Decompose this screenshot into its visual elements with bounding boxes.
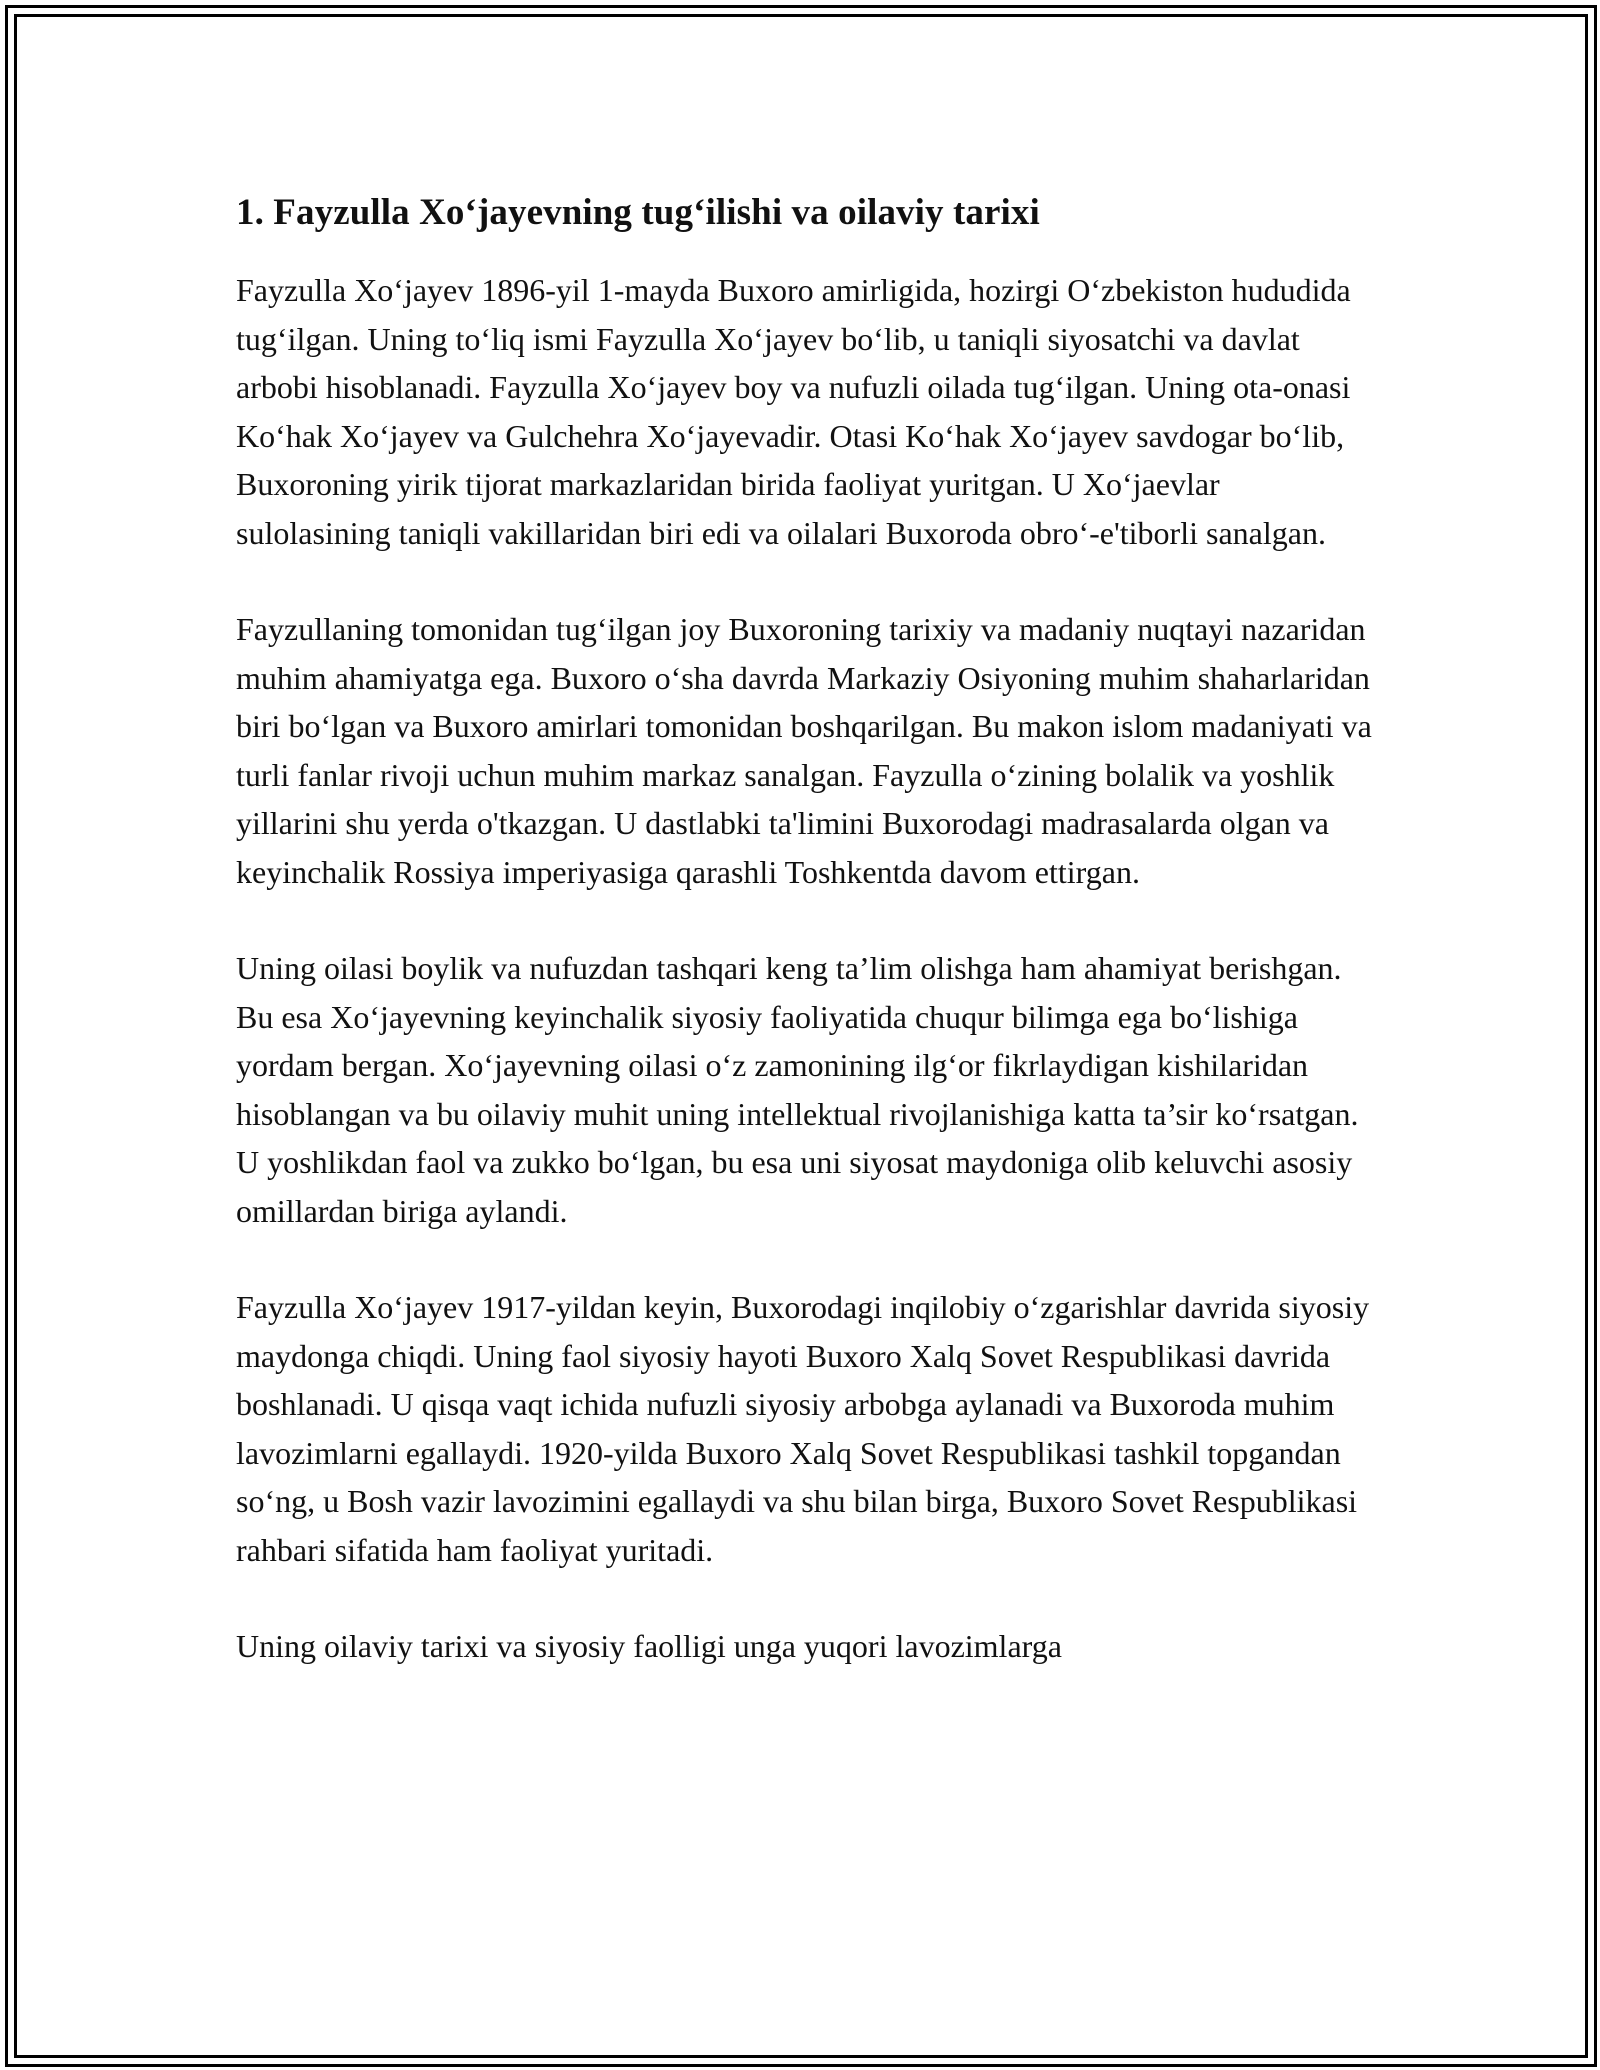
paragraph-1: Fayzulla Xo‘jayev 1896-yil 1-mayda Buxoro amirligida, hozirgi O‘zbekiston hududida tug‘ilgan. Uning to‘liq ismi Fayzulla Xo‘jayev bo‘lib, u taniqli siyosatchi va davlat arbobi hisoblanadi. Fayzulla Xo‘jayev boy va nufuzli oilada tug‘ilgan. Uning ota-onasi Ko‘hak Xo‘jayev va Gulchehra Xo‘jayevadir. Otasi Ko‘hak Xo‘jayev savdogar bo‘lib, Buxoroning yirik tijorat markazlaridan birida faoliyat yuritgan. U Xo‘jaevlar sulolasining taniqli vakillaridan biri edi va oilalari Buxoroda obro‘-e'tiborli sanalgan. [236,272,1351,551]
paragraph-3: Uning oilasi boylik va nufuzdan tashqari keng ta’lim olishga ham ahamiyat berishgan. Bu esa Xo‘jayevning keyinchalik siyosiy faoliyatida chuqur bilimga ega bo‘lishiga yordam bergan. Xo‘jayevning oilasi o‘z zamonining ilg‘or fikrlaydigan kishilaridan hisoblangan va bu oilaviy muhit uning intellektual rivojlanishiga katta ta’sir ko‘rsatgan. U yoshlikdan faol va zukko bo‘lgan, bu esa uni siyosat maydoniga olib keluvchi asosiy omillardan biriga aylandi. [236,950,1359,1229]
section-heading: 1. Fayzulla Xo‘jayevning tug‘ilishi va oilaviy tarixi [236,192,1040,233]
paragraph-5: Uning oilaviy tarixi va siyosiy faolligi unga yuqori lavozimlarga [236,1628,1062,1664]
document-body [236,186,1376,1671]
paragraph-2: Fayzullaning tomonidan tug‘ilgan joy Buxoroning tarixiy va madaniy nuqtayi nazaridan muhim ahamiyatga ega. Buxoro o‘sha davrda Markaziy Osiyoning muhim shaharlaridan biri bo‘lgan va Buxoro amirlari tomonidan boshqarilgan. Bu makon islom madaniyati va turli fanlar rivoji uchun muhim markaz sanalgan. Fayzulla o‘zining bolalik va yoshlik yillarini shu yerda o'tkazgan. U dastlabki ta'limini Buxorodagi madrasalarda olgan va keyinchalik Rossiya imperiyasiga qarashli Toshkentda davom ettirgan. [236,611,1372,890]
paragraph-4: Fayzulla Xo‘jayev 1917-yildan keyin, Buxorodagi inqilobiy o‘zgarishlar davrida siyosiy maydonga chiqdi. Uning faol siyosiy hayoti Buxoro Xalq Sovet Respublikasi davrida boshlanadi. U qisqa vaqt ichida nufuzli siyosiy arbobga aylanadi va Buxoroda muhim lavozimlarni egallaydi. 1920-yilda Buxoro Xalq Sovet Respublikasi tashkil topgandan so‘ng, u Bosh vazir lavozimini egallaydi va shu bilan birga, Buxoro Sovet Respublikasi rahbari sifatida ham faoliyat yuritadi. [236,1289,1370,1568]
